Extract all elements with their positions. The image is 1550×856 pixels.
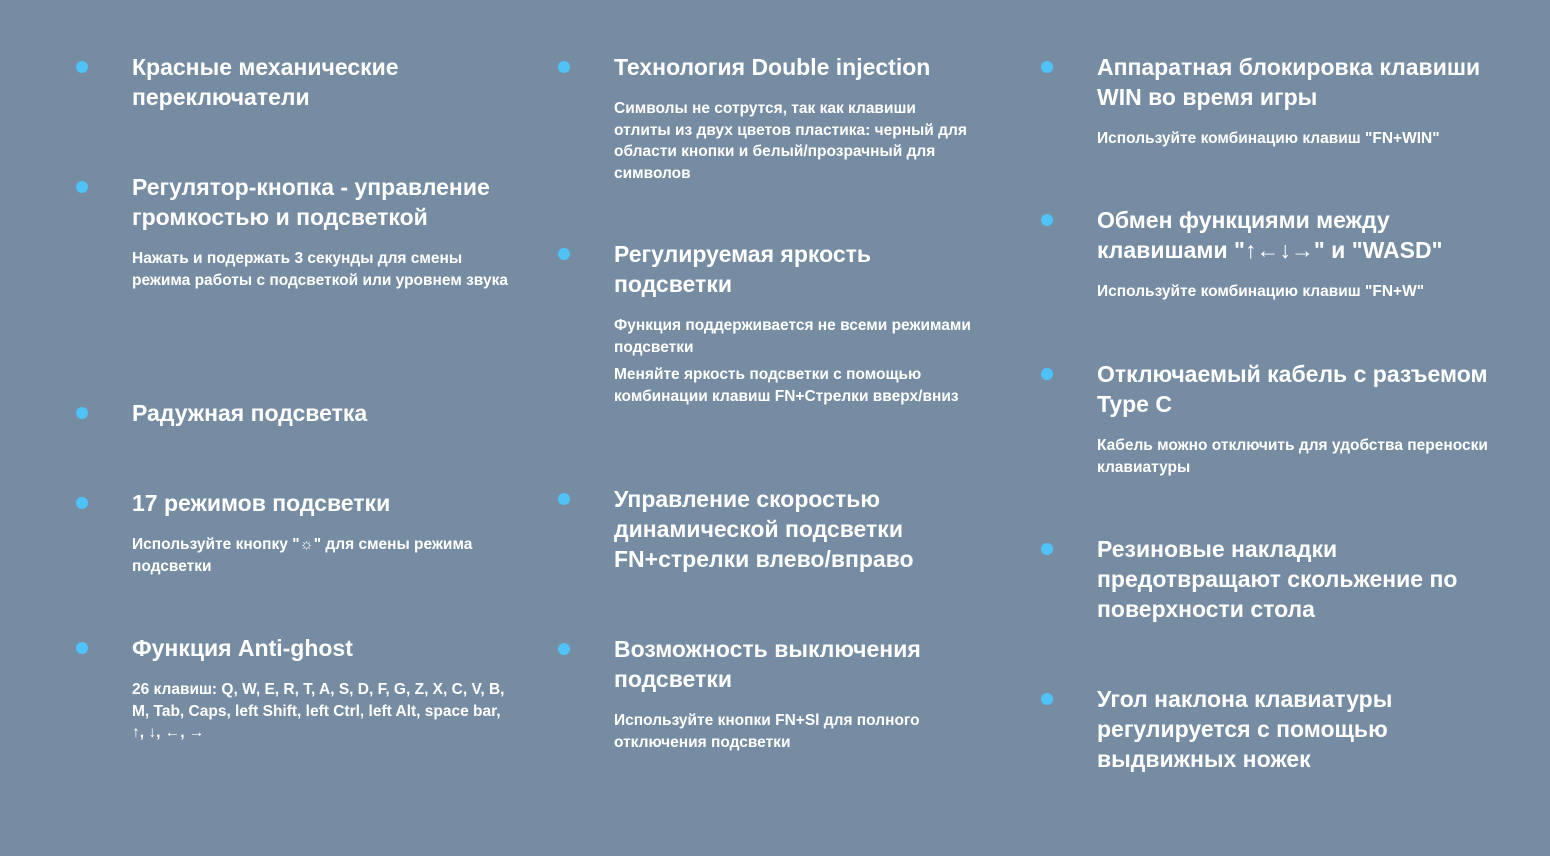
bullet-dot-icon (558, 493, 570, 505)
bullet-dot-icon (76, 497, 88, 509)
bullet-dot-icon (1041, 61, 1053, 73)
feature-title: Радужная подсветка (132, 400, 368, 426)
feature-description: 26 клавиш: Q, W, E, R, T, A, S, D, F, G, Z, X, C, V, B, M, Tab, Caps, left Shift, left Ctrl, left Alt, space bar, ↑, ↓, ←, → (132, 681, 505, 741)
feature-double-injection (614, 52, 974, 184)
feature-title: Возможность выключения подсветки (614, 636, 921, 692)
feature-anti-ghost (132, 633, 512, 744)
bullet-dot-icon (76, 642, 88, 654)
bullet-dot-icon (76, 181, 88, 193)
feature-detachable-cable (1097, 359, 1497, 478)
feature-title: Технология Double injection (614, 54, 931, 80)
feature-adjustable-brightness (614, 239, 974, 407)
feature-volume-knob (132, 172, 512, 291)
feature-backlight-modes (132, 488, 512, 577)
bullet-dot-icon (1041, 214, 1053, 226)
bullet-dot-icon (558, 61, 570, 73)
feature-description: Кабель можно отключить для удобства переноски клавиатуры (1097, 437, 1488, 476)
bullet-dot-icon (76, 61, 88, 73)
feature-description: Используйте комбинацию клавиш "FN+WIN" (1097, 130, 1440, 147)
feature-title: Регулируемая яркость подсветки (614, 241, 872, 297)
feature-wasd-swap (1097, 205, 1497, 303)
feature-title: Отключаемый кабель с разъемом Type C (1097, 361, 1488, 417)
feature-description: Нажать и подержать 3 секунды для смены режима работы с подсветкой или уровнем звука (132, 250, 508, 289)
feature-title: Угол наклона клавиатуры регулируется с помощью выдвижных ножек (1097, 686, 1393, 772)
bullet-dot-icon (1041, 368, 1053, 380)
feature-tilt-feet (1097, 684, 1497, 774)
bullet-dot-icon (558, 248, 570, 260)
bullet-dot-icon (76, 407, 88, 419)
feature-red-switches (132, 52, 512, 112)
feature-title: Функция Anti-ghost (132, 635, 353, 661)
feature-title: Аппаратная блокировка клавиши WIN во время игры (1097, 54, 1481, 110)
feature-title: Резиновые накладки предотвращают скольжение по поверхности стола (1097, 536, 1458, 622)
bullet-dot-icon (1041, 693, 1053, 705)
feature-win-lock (1097, 52, 1497, 150)
feature-title: Регулятор-кнопка - управление громкостью и подсветкой (132, 174, 490, 230)
feature-description: Функция поддерживается не всеми режимами подсветки (614, 317, 971, 356)
feature-description: Символы не сотрутся, так как клавиши отлиты из двух цветов пластика: черный для области кнопки и белый/прозрачный для символов (614, 100, 967, 182)
feature-title: Управление скоростью динамической подсветки FN+стрелки влево/вправо (614, 486, 914, 572)
feature-backlight-off (614, 634, 974, 753)
feature-title: 17 режимов подсветки (132, 490, 391, 516)
feature-title: Красные механические переключатели (132, 54, 399, 110)
bullet-dot-icon (558, 643, 570, 655)
feature-description: Используйте комбинацию клавиш "FN+W" (1097, 283, 1425, 300)
feature-description: Используйте кнопки FN+Sl для полного отключения подсветки (614, 712, 920, 751)
feature-description: Меняйте яркость подсветки с помощью комбинации клавиш FN+Стрелки вверх/вниз (614, 366, 959, 405)
bullet-dot-icon (1041, 543, 1053, 555)
feature-title: Обмен функциями между клавишами "↑←↓→" и "WASD" (1097, 207, 1443, 263)
feature-rubber-pads (1097, 534, 1497, 624)
feature-rainbow-backlight (132, 398, 512, 428)
feature-dynamic-speed (614, 484, 974, 574)
feature-description: Используйте кнопку "☼" для смены режима подсветки (132, 536, 473, 575)
